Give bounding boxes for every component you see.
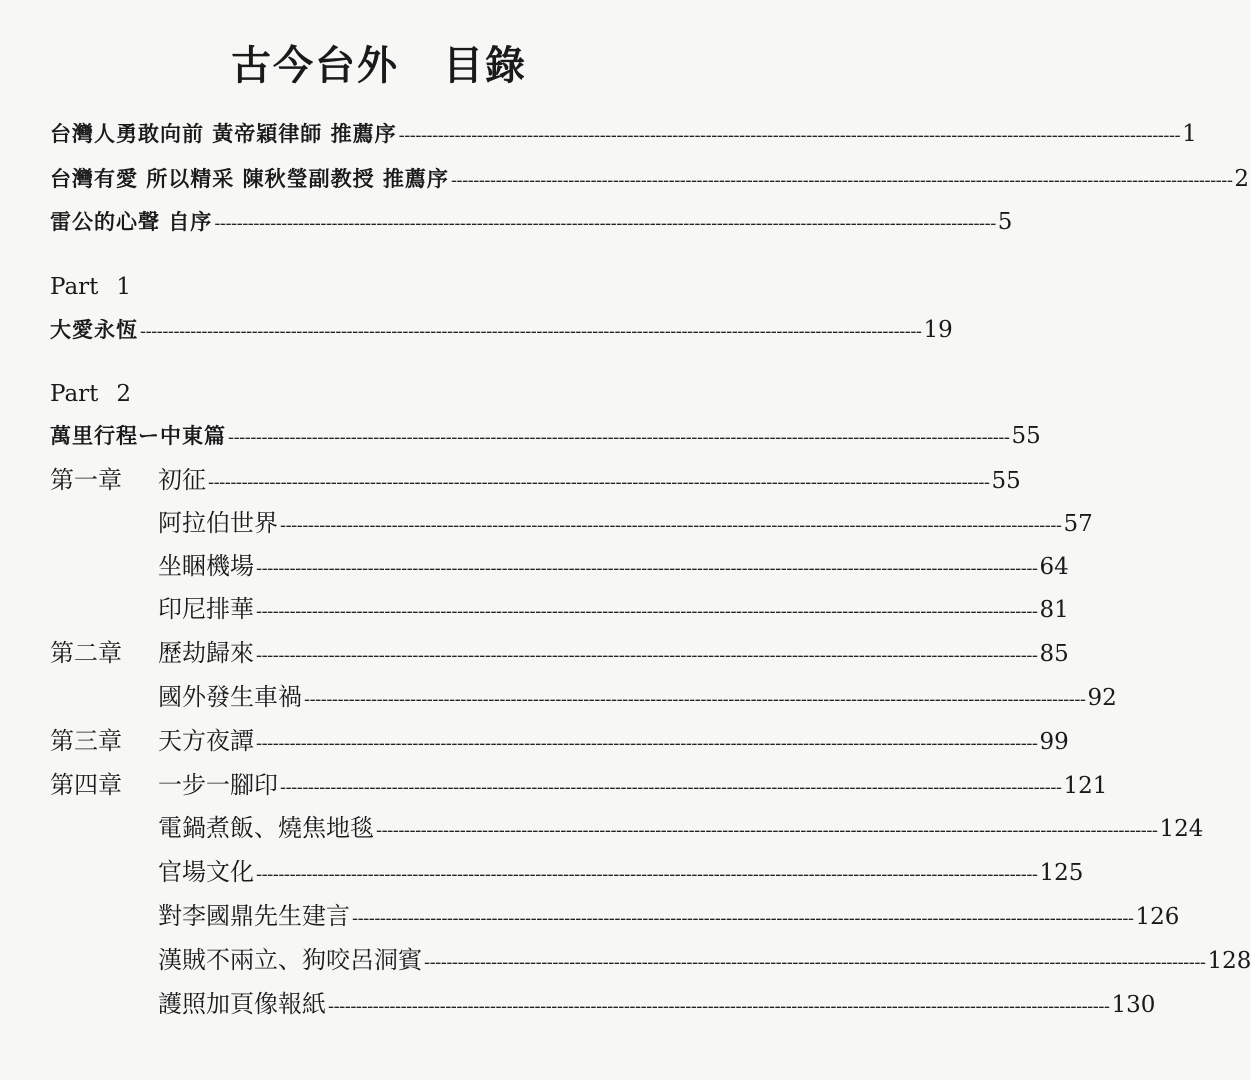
toc-entry[interactable] <box>50 811 1204 845</box>
toc-entry[interactable] <box>50 117 1197 151</box>
toc-entry-page: 121 <box>1063 773 1108 799</box>
dot-leader: -------------------------------------------------------------------------------------------------------------------------------------------- <box>398 125 1181 146</box>
toc-entry[interactable] <box>50 162 1250 196</box>
toc-entry[interactable] <box>50 636 1069 670</box>
dot-leader: -------------------------------------------------------------------------------------------------------------------------------------------- <box>208 472 990 493</box>
chapter-label: 第四章 <box>50 771 122 799</box>
toc-entry-page: 126 <box>1135 904 1180 930</box>
part-number: 1 <box>116 274 132 300</box>
dot-leader: -------------------------------------------------------------------------------------------------------------------------------------------- <box>228 427 1010 448</box>
toc-entry-title: 台灣人勇敢向前 黃帝穎律師 推薦序 <box>50 122 397 146</box>
toc-entry-title: 漢賊不兩立、狗咬呂洞賓 <box>158 946 422 974</box>
toc-entry[interactable] <box>50 680 1117 714</box>
part-2-label <box>50 377 131 411</box>
toc-entry[interactable] <box>50 463 1021 497</box>
toc-entry[interactable] <box>50 549 1069 583</box>
dot-leader: -------------------------------------------------------------------------------------------------------------------------------------------- <box>256 864 1038 885</box>
part-number: 2 <box>116 381 132 407</box>
toc-entry-title: 大愛永恆 <box>50 318 138 342</box>
toc-entry-title: 官場文化 <box>158 858 254 886</box>
dot-leader: -------------------------------------------------------------------------------------------------------------------------------------------- <box>352 908 1134 929</box>
toc-entry[interactable] <box>50 506 1093 540</box>
toc-entry-page: 130 <box>1111 992 1156 1018</box>
toc-entry-title: 初征 <box>158 466 206 494</box>
toc-entry-title: 對李國鼎先生建言 <box>158 902 350 930</box>
part-label: Part <box>50 381 99 407</box>
toc-entry-page: 19 <box>923 317 953 343</box>
toc-entry-title: 萬里行程ー中東篇 <box>50 424 226 448</box>
toc-entry-title: 電鍋煮飯、燒焦地毯 <box>158 814 374 842</box>
toc-entry-page: 81 <box>1039 597 1069 623</box>
toc-entry-page: 55 <box>1011 423 1041 449</box>
toc-entry[interactable] <box>50 592 1069 626</box>
part-label: Part <box>50 274 99 300</box>
chapter-label: 第三章 <box>50 727 122 755</box>
chapter-label: 第一章 <box>50 466 122 494</box>
toc-entry-page: 92 <box>1087 685 1117 711</box>
toc-entry[interactable] <box>50 987 1156 1021</box>
dot-leader: -------------------------------------------------------------------------------------------------------------------------------------------- <box>256 733 1038 754</box>
dot-leader: -------------------------------------------------------------------------------------------------------------------------------------------- <box>256 558 1038 579</box>
toc-entry-page: 124 <box>1159 816 1204 842</box>
title-main: 古今台外 <box>231 43 399 89</box>
toc-entry[interactable] <box>50 855 1084 889</box>
part-1-label <box>50 270 131 304</box>
toc-entry[interactable] <box>50 724 1069 758</box>
toc-entry-title: 國外發生車禍 <box>158 683 302 711</box>
toc-entry-title: 印尼排華 <box>158 595 254 623</box>
dot-leader: -------------------------------------------------------------------------------------------------------------------------------------------- <box>256 601 1038 622</box>
toc-entry-page: 64 <box>1039 554 1069 580</box>
toc-entry[interactable] <box>50 943 1251 977</box>
toc-entry-page: 5 <box>997 209 1013 235</box>
toc-entry[interactable] <box>50 205 1013 239</box>
toc-entry-page: 99 <box>1039 729 1069 755</box>
toc-entry-page: 128 <box>1207 948 1251 974</box>
toc-entry-page: 125 <box>1039 860 1084 886</box>
chapter-label: 第二章 <box>50 639 122 667</box>
dot-leader: -------------------------------------------------------------------------------------------------------------------------------------------- <box>304 689 1086 710</box>
toc-entry[interactable] <box>50 899 1180 933</box>
toc-entry-page: 85 <box>1039 641 1069 667</box>
dot-leader: -------------------------------------------------------------------------------------------------------------------------------------------- <box>280 777 1062 798</box>
dot-leader: -------------------------------------------------------------------------------------------------------------------------------------------- <box>214 213 996 234</box>
title-sub: 目錄 <box>443 43 527 89</box>
toc-entry-title: 坐睏機場 <box>158 552 254 580</box>
dot-leader: -------------------------------------------------------------------------------------------------------------------------------------------- <box>424 952 1206 973</box>
dot-leader: -------------------------------------------------------------------------------------------------------------------------------------------- <box>328 996 1110 1017</box>
dot-leader: -------------------------------------------------------------------------------------------------------------------------------------------- <box>280 515 1062 536</box>
toc-entry[interactable] <box>50 313 953 347</box>
toc-entry-page: 55 <box>991 468 1021 494</box>
toc-entry-title: 阿拉伯世界 <box>158 509 278 537</box>
toc-entry[interactable] <box>50 419 1041 453</box>
dot-leader: -------------------------------------------------------------------------------------------------------------------------------------------- <box>256 645 1038 666</box>
toc-entry-page: 2 <box>1234 166 1250 192</box>
toc-entry-title: 護照加頁像報紙 <box>158 990 326 1018</box>
toc-entry-title: 歷劫歸來 <box>158 639 254 667</box>
toc-entry-title: 天方夜譚 <box>158 727 254 755</box>
toc-entry-title: 雷公的心聲 自序 <box>50 210 213 234</box>
toc-entry-page: 57 <box>1063 511 1093 537</box>
toc-entry-title: 一步一腳印 <box>158 771 278 799</box>
toc-entry-title: 台灣有愛 所以精采 陳秋瑩副教授 推薦序 <box>50 167 449 191</box>
page-title <box>0 34 758 91</box>
toc-entry-page: 1 <box>1182 121 1197 147</box>
toc-entry[interactable] <box>50 768 1108 802</box>
dot-leader: -------------------------------------------------------------------------------------------------------------------------------------------- <box>450 170 1233 191</box>
dot-leader: -------------------------------------------------------------------------------------------------------------------------------------------- <box>376 820 1158 841</box>
dot-leader: -------------------------------------------------------------------------------------------------------------------------------------------- <box>140 321 922 342</box>
